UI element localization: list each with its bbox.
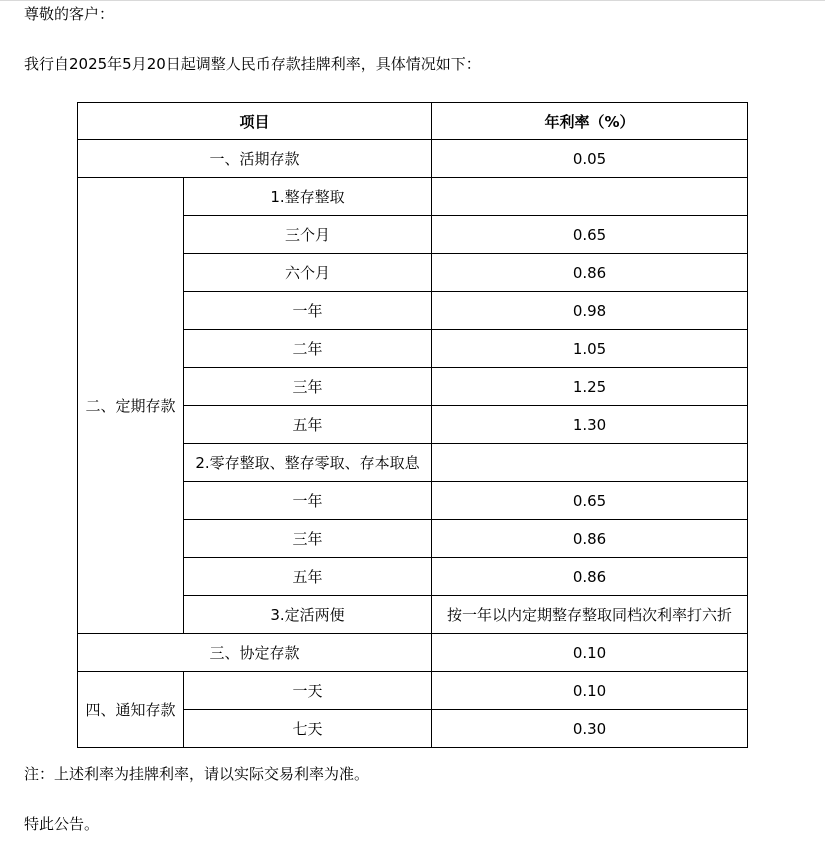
header-item: 项目 (78, 103, 432, 140)
agreement-deposit-rate: 0.10 (432, 634, 748, 672)
demand-deposit-label: 一、活期存款 (78, 140, 432, 178)
term-cell: 二年 (184, 330, 432, 368)
time-deposit-label: 二、定期存款 (78, 178, 184, 634)
table-row (78, 140, 748, 178)
note-text: 注：上述利率为挂牌利率，请以实际交易利率为准。 (24, 765, 370, 783)
lump-sum-rate-empty (432, 178, 748, 216)
rate-cell: 0.86 (432, 558, 748, 596)
term-cell: 一年 (184, 482, 432, 520)
header-rate: 年利率（%） (432, 103, 748, 140)
intro-text: 我行自2025年5月20日起调整人民币存款挂牌利率，具体情况如下： (24, 55, 481, 73)
rate-cell: 0.86 (432, 254, 748, 292)
rate-cell: 1.05 (432, 330, 748, 368)
term-cell: 五年 (184, 406, 432, 444)
table-row (78, 634, 748, 672)
flexible-rate: 按一年以内定期整存整取同档次利率打六折 (432, 596, 748, 634)
term-cell: 五年 (184, 558, 432, 596)
term-cell: 七天 (184, 710, 432, 748)
rate-cell: 1.25 (432, 368, 748, 406)
rate-cell: 0.10 (432, 672, 748, 710)
term-cell: 一天 (184, 672, 432, 710)
term-cell: 三年 (184, 368, 432, 406)
demand-deposit-rate: 0.05 (432, 140, 748, 178)
top-divider (0, 0, 825, 1)
greeting-text: 尊敬的客户： (24, 5, 115, 23)
term-cell: 一年 (184, 292, 432, 330)
installment-rate-empty (432, 444, 748, 482)
rate-cell: 0.98 (432, 292, 748, 330)
closing-text: 特此公告。 (24, 815, 100, 833)
term-cell: 六个月 (184, 254, 432, 292)
rate-cell: 0.86 (432, 520, 748, 558)
lump-sum-label: 1.整存整取 (184, 178, 432, 216)
table-row (78, 178, 748, 216)
table-row (78, 672, 748, 710)
term-cell: 三年 (184, 520, 432, 558)
flexible-label: 3.定活两便 (184, 596, 432, 634)
rate-cell: 0.30 (432, 710, 748, 748)
interest-rate-table (77, 102, 748, 748)
agreement-deposit-label: 三、协定存款 (78, 634, 432, 672)
rate-cell: 1.30 (432, 406, 748, 444)
rate-cell: 0.65 (432, 482, 748, 520)
installment-label: 2.零存整取、整存零取、存本取息 (184, 444, 432, 482)
rate-cell: 0.65 (432, 216, 748, 254)
table-header-row (78, 103, 748, 140)
notice-deposit-label: 四、通知存款 (78, 672, 184, 748)
term-cell: 三个月 (184, 216, 432, 254)
